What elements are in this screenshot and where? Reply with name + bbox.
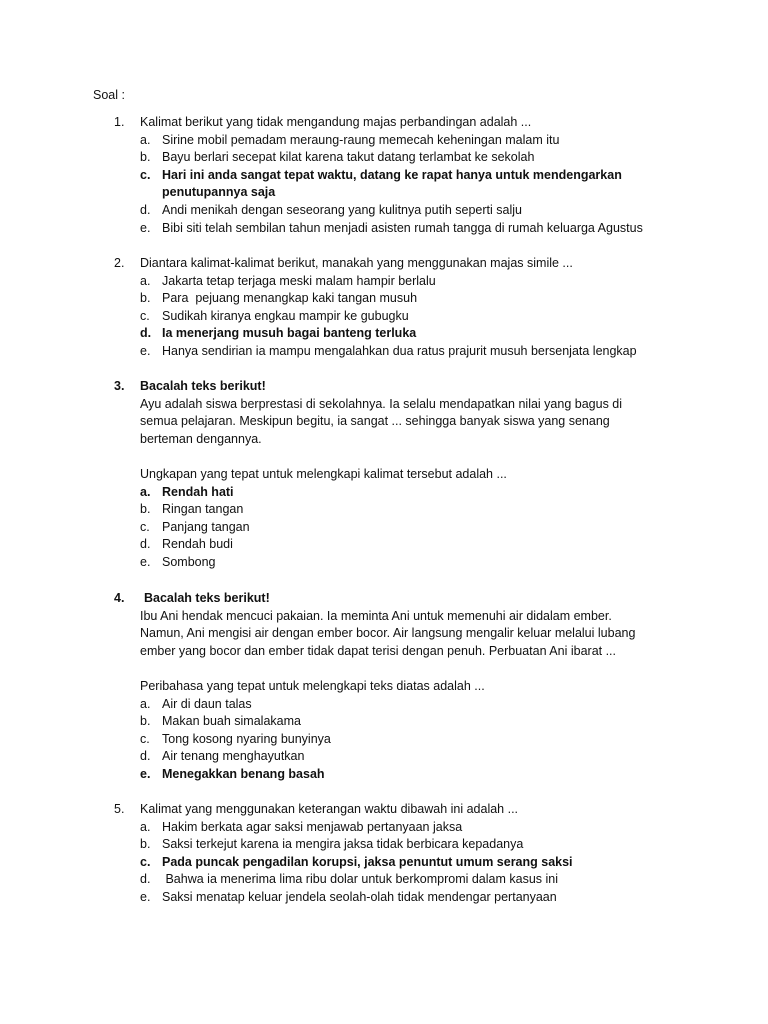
question-title: Bacalah teks berikut! bbox=[144, 591, 270, 605]
question-passage: Ibu Ani hendak mencuci pakaian. Ia meminta Ani untuk memenuhi air didalam ember. Namun, Ani mengisi air dengan ember bocor. Air langsung mengalir keluar melalui lubang ember yang bocor dan ember tidak dapat terisi dengan penuh. Perbuatan Ani ibarat ... bbox=[140, 608, 636, 658]
option-letter: b. bbox=[140, 291, 151, 306]
option-letter: e. bbox=[140, 554, 151, 569]
option-text: Panjang tangan bbox=[162, 519, 250, 534]
option-text: Bahwa ia menerima lima ribu dolar untuk berkompromi dalam kasus ini bbox=[162, 872, 559, 887]
question-prompt: Peribahasa yang tepat untuk melengkapi teks diatas adalah ... bbox=[140, 678, 485, 693]
option-text: Rendah budi bbox=[162, 537, 233, 552]
option-text: Bibi siti telah sembilan tahun menjadi asisten rumah tangga di rumah keluarga Agustus bbox=[162, 220, 643, 235]
option-letter: c. bbox=[140, 519, 150, 534]
option-letter: e. bbox=[140, 889, 151, 904]
question-number: 1. bbox=[114, 115, 125, 129]
option-text: Saksi terkejut karena ia mengira jaksa tidak berbicara kepadanya bbox=[162, 837, 524, 852]
option-letter: e. bbox=[140, 766, 151, 781]
option-text-answer: Menegakkan benang basah bbox=[162, 766, 325, 781]
option-text-answer: Hari ini anda sangat tepat waktu, datang ke rapat hanya untuk mendengarkan penutupannya saja bbox=[162, 167, 622, 200]
option-text: Bayu berlari secepat kilat karena takut datang terlambat ke sekolah bbox=[162, 150, 535, 165]
question-title: Bacalah teks berikut! bbox=[140, 379, 266, 393]
option-letter: c. bbox=[140, 731, 150, 746]
question-5 bbox=[114, 801, 674, 907]
option-text: Tong kosong nyaring bunyinya bbox=[162, 731, 331, 746]
option-letter: a. bbox=[140, 273, 151, 288]
question-2 bbox=[114, 255, 674, 361]
option-text: Air tenang menghayutkan bbox=[162, 749, 305, 764]
option-text-answer: Rendah hati bbox=[162, 484, 234, 499]
option-letter: d. bbox=[140, 537, 151, 552]
option-letter: d. bbox=[140, 749, 151, 764]
option-letter: e. bbox=[140, 343, 151, 358]
option-text: Saksi menatap keluar jendela seolah-olah tidak mendengar pertanyaan bbox=[162, 889, 557, 904]
question-number: 5. bbox=[114, 802, 125, 816]
option-letter: d. bbox=[140, 326, 152, 341]
option-text-answer: Pada puncak pengadilan korupsi, jaksa penuntut umum serang saksi bbox=[162, 854, 573, 869]
option-letter: d. bbox=[140, 872, 151, 887]
question-number: 2. bbox=[114, 256, 125, 270]
question-4 bbox=[114, 590, 674, 784]
option-text: Andi menikah dengan seseorang yang kulitnya putih seperti salju bbox=[162, 202, 522, 217]
option-text: Air di daun talas bbox=[162, 696, 252, 711]
option-text: Makan buah simalakama bbox=[162, 714, 301, 729]
page-heading: Soal : bbox=[93, 88, 125, 102]
question-text: Diantara kalimat-kalimat berikut, manakah yang menggunakan majas simile ... bbox=[140, 256, 573, 270]
option-text: Sudikah kiranya engkau mampir ke gubugku bbox=[162, 308, 409, 323]
option-text: Ringan tangan bbox=[162, 502, 244, 517]
option-letter: a. bbox=[140, 132, 151, 147]
option-letter: a. bbox=[140, 484, 151, 499]
option-letter: b. bbox=[140, 150, 151, 165]
question-3 bbox=[114, 378, 674, 572]
option-text: Sirine mobil pemadam meraung-raung memecah keheningan malam itu bbox=[162, 132, 560, 147]
option-letter: a. bbox=[140, 696, 151, 711]
option-letter: c. bbox=[140, 854, 151, 869]
question-number: 4. bbox=[114, 591, 125, 605]
option-letter: c. bbox=[140, 167, 151, 182]
option-letter: c. bbox=[140, 308, 150, 323]
option-text: Sombong bbox=[162, 554, 216, 569]
question-prompt: Ungkapan yang tepat untuk melengkapi kalimat tersebut adalah ... bbox=[140, 466, 507, 481]
question-text: Kalimat berikut yang tidak mengandung majas perbandingan adalah ... bbox=[140, 115, 532, 129]
question-number: 3. bbox=[114, 379, 125, 393]
option-text: Hanya sendirian ia mampu mengalahkan dua ratus prajurit musuh bersenjata lengkap bbox=[162, 343, 637, 358]
option-letter: b. bbox=[140, 837, 151, 852]
option-letter: b. bbox=[140, 714, 151, 729]
question-text: Kalimat yang menggunakan keterangan waktu dibawah ini adalah ... bbox=[140, 802, 519, 816]
option-text: Hakim berkata agar saksi menjawab pertanyaan jaksa bbox=[162, 819, 463, 834]
option-text: Para pejuang menangkap kaki tangan musuh bbox=[162, 291, 418, 306]
question-1 bbox=[114, 114, 674, 237]
option-text-answer: Ia menerjang musuh bagai banteng terluka bbox=[162, 326, 417, 341]
option-text: Jakarta tetap terjaga meski malam hampir berlalu bbox=[162, 273, 436, 288]
question-passage: Ayu adalah siswa berprestasi di sekolahnya. Ia selalu mendapatkan nilai yang bagus di semua pelajaran. Meskipun begitu, ia sangat ... sehingga banyak siswa yang senang berteman dengannya. bbox=[140, 396, 623, 446]
option-letter: e. bbox=[140, 220, 151, 235]
option-letter: b. bbox=[140, 502, 151, 517]
option-letter: d. bbox=[140, 202, 151, 217]
option-letter: a. bbox=[140, 819, 151, 834]
